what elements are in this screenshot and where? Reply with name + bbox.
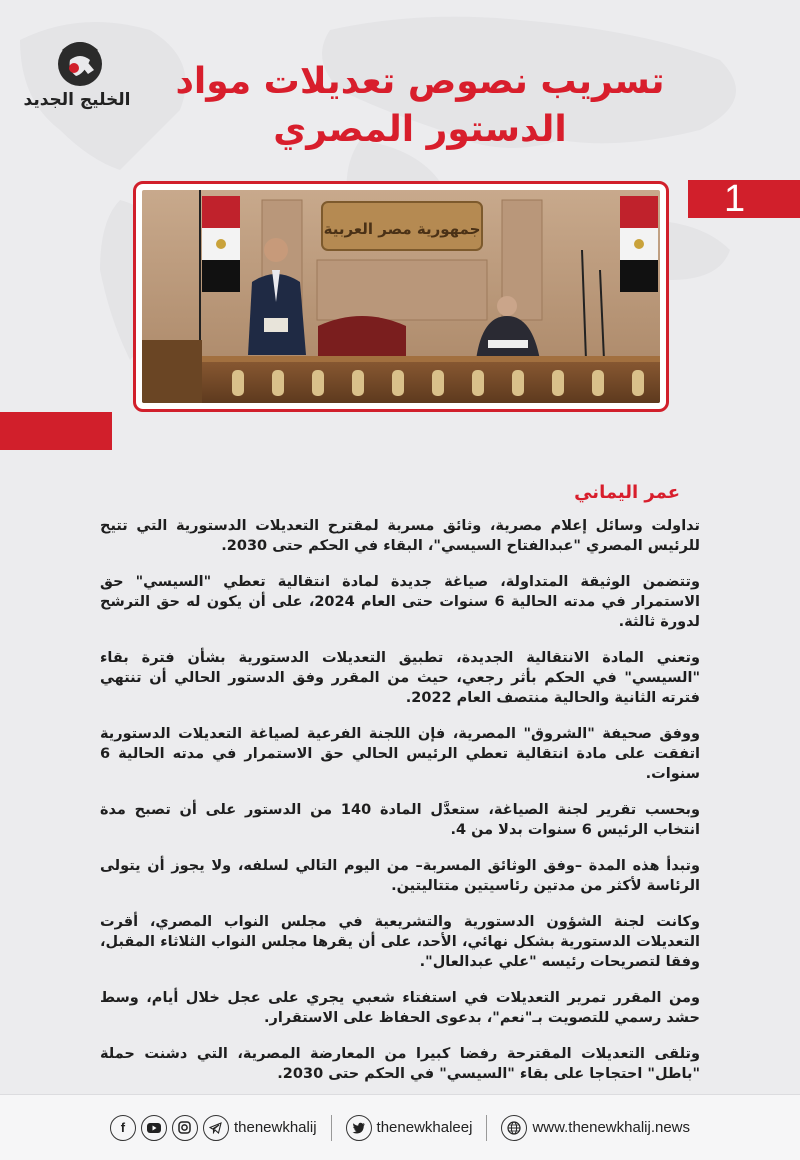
- handle-1[interactable]: thenewkhalij: [233, 1119, 317, 1136]
- parliament-photo: [142, 190, 660, 403]
- decorative-red-bar: [0, 412, 112, 450]
- footer-divider: [331, 1115, 332, 1141]
- paragraph: وتعني المادة الانتقالية الجديدة، تطبيق التعديلات الدستورية بشأن فترة بقاء "السيسي" في الحكم بأثر رجعي، حيث من المقرر وفق الدستور الحالي أن تنتهي فترته الثانية والحالية منتصف العام 2022.: [100, 650, 700, 706]
- paragraph: وتلقى التعديلات المقترحة رفضا كبيرا من المعارضة المصرية، التي دشنت حملة "باطل" احتجاجا على بقاء "السيسي" في الحكم حتى 2030.: [100, 1046, 700, 1082]
- logo-mark-icon: [48, 30, 112, 94]
- paragraph: ومن المقرر تمرير التعديلات في استفتاء شعبي يجري على عجل خلال أيام، وسط حشد رسمي للتصويت بـ"نعم"، بدعوى الحفاظ على الاستقرار.: [100, 990, 700, 1026]
- author-name: عمر اليماني: [574, 482, 680, 503]
- instagram-icon[interactable]: [172, 1115, 198, 1141]
- brand-logo: [22, 30, 132, 120]
- website-link[interactable]: www.thenewkhalij.news: [532, 1119, 691, 1136]
- article-body: [100, 516, 700, 1100]
- social-footer: [0, 1094, 800, 1160]
- globe-icon[interactable]: [501, 1115, 527, 1141]
- footer-divider: [486, 1115, 487, 1141]
- paragraph: وبحسب تقرير لجنة الصياغة، ستعدَّل المادة 140 من الدستور على أن تصبح مدة انتخاب الرئيس 6 سنوات بدلا من 4.: [100, 802, 700, 838]
- telegram-icon[interactable]: [203, 1115, 229, 1141]
- youtube-icon[interactable]: [141, 1115, 167, 1141]
- paragraph: ووفق صحيفة "الشروق" المصرية، فإن اللجنة الفرعية لصياغة التعديلات الدستورية اتفقت على مادة انتقالية تعطي الرئيس الحالي حق الاستمرار في مدته الحالية 6 سنوات.: [100, 726, 700, 782]
- logo-text: الخليج الجديد: [23, 90, 131, 110]
- twitter-icon[interactable]: [346, 1115, 372, 1141]
- flag-right-icon: [620, 196, 658, 292]
- handle-2[interactable]: thenewkhaleej: [376, 1119, 473, 1136]
- number-badge: 1: [688, 180, 800, 218]
- page-title: تسريب نصوص تعديلات مواد الدستور المصري: [175, 61, 665, 150]
- paragraph: وكانت لجنة الشؤون الدستورية والتشريعية في مجلس النواب المصري، أقرت التعديلات الدستورية بشكل نهائي، الأحد، على أن يقرها مجلس النواب الثلاثاء المقبل، وفقا لتصريحات رئيسه "علي عبدالعال".: [100, 914, 700, 970]
- paragraph: وتبدأ هذه المدة –وفق الوثائق المسربة– من اليوم التالي لسلفه، ولا يجوز أن يتولى الرئاسة لأكثر من مدتين رئاسيتين متتاليتين.: [100, 858, 700, 894]
- article-photo-frame: [133, 181, 669, 412]
- emblem-text: جمهورية مصر العربية: [323, 220, 481, 238]
- paragraph: تداولت وسائل إعلام مصرية، وثائق مسربة لمقترح التعديلات الدستورية التي تتيح للرئيس المصري "عبدالفتاح السيسي"، البقاء في الحكم حتى 2030.: [100, 518, 700, 554]
- paragraph: وتتضمن الوثيقة المتداولة، صياغة جديدة لمادة انتقالية تعطي "السيسي" حق الاستمرار في مدته الحالية 6 سنوات حتى العام 2024، على أن يكون له حق الترشح لدورة ثالثة.: [100, 574, 700, 630]
- facebook-icon[interactable]: f: [110, 1115, 136, 1141]
